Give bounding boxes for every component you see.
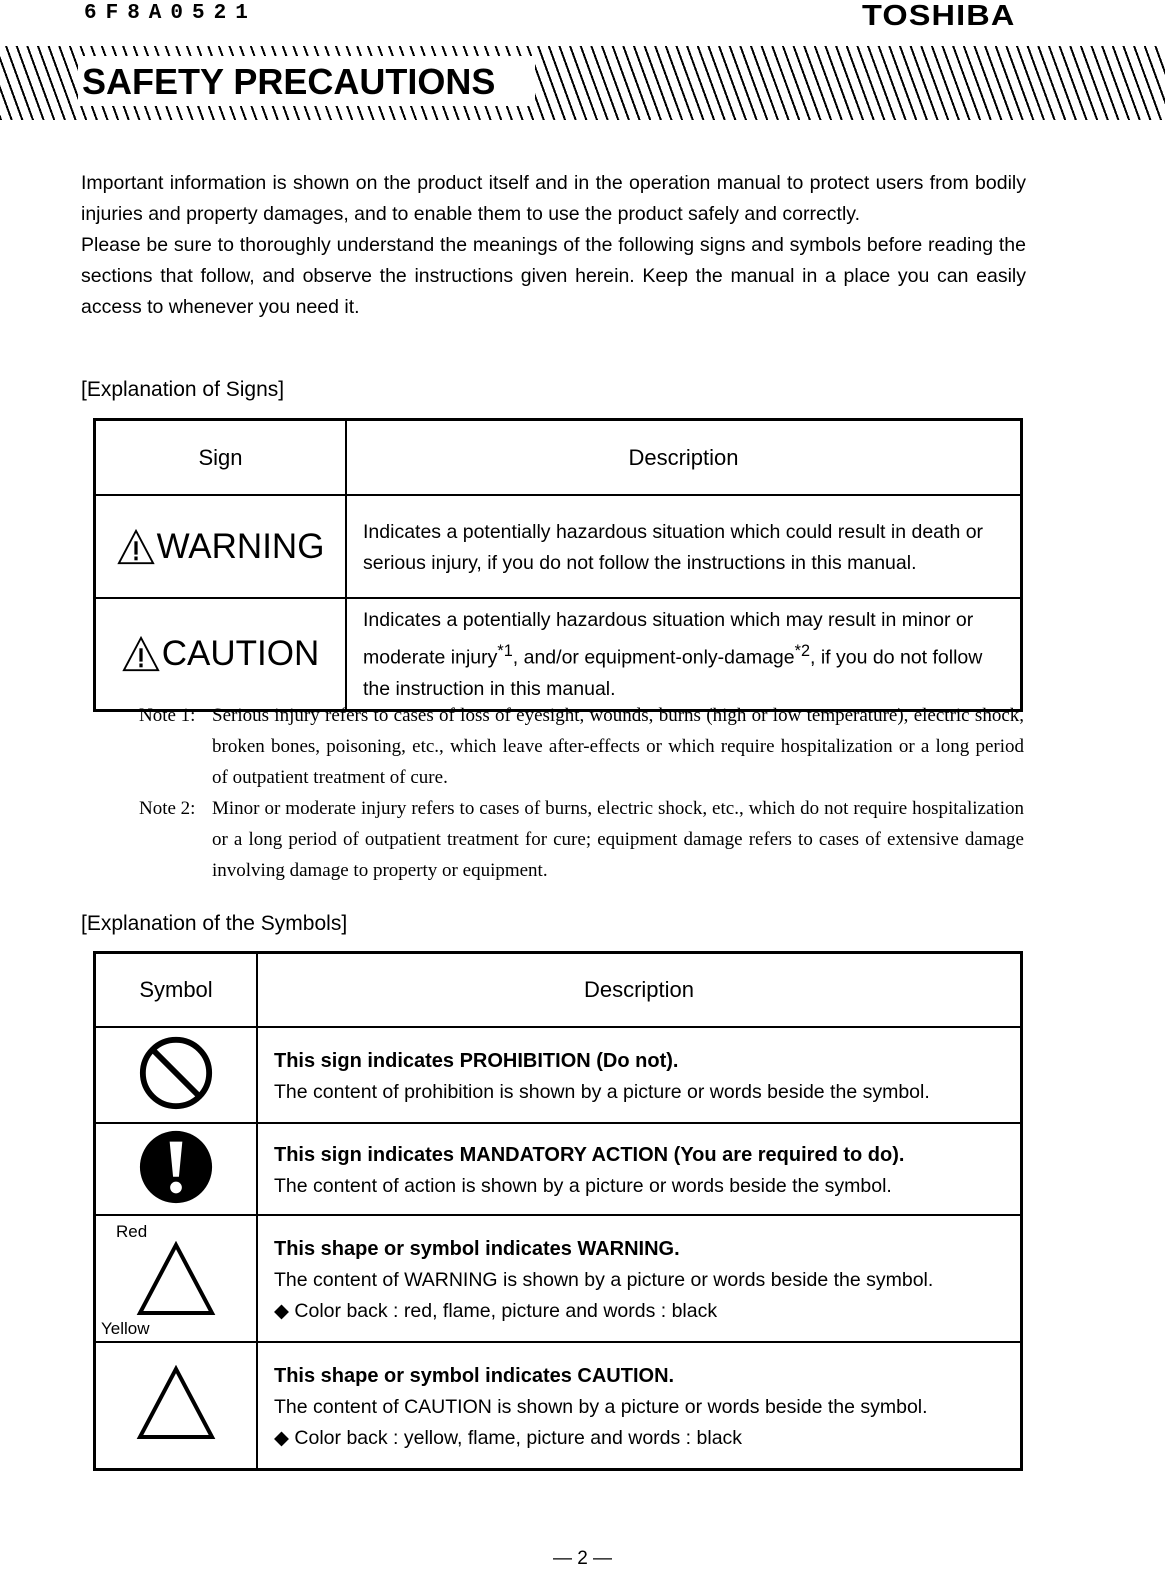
warning-shape-icon bbox=[136, 1241, 216, 1317]
brand-logo: TOSHIBA bbox=[862, 0, 1016, 32]
symbol-cell bbox=[95, 1027, 258, 1123]
symbol-text: The content of WARNING is shown by a picture or words beside the symbol. bbox=[274, 1269, 934, 1291]
note-label: Note 2: bbox=[139, 798, 196, 819]
note-text: Minor or moderate injury refers to cases of burns, electric shock, etc., which do not require hospitalization or a long period of outpatient treatment for cure; equipment damage refers to cases of extensive damage involving damage to property or equipment. bbox=[212, 798, 1024, 881]
warning-triangle-icon bbox=[117, 528, 155, 566]
note-1 bbox=[139, 700, 1024, 793]
diamond-bullet-icon: ◆ bbox=[274, 1300, 289, 1322]
signs-col-sign: Sign bbox=[95, 420, 347, 496]
caution-desc-part-c: , if you do not follow the instruction in this manual. bbox=[363, 646, 983, 700]
note-label: Note 1: bbox=[139, 705, 196, 726]
symbol-title: This sign indicates PROHIBITION (Do not). bbox=[274, 1050, 679, 1072]
symbols-heading: [Explanation of the Symbols] bbox=[81, 912, 348, 935]
signs-header-row bbox=[95, 420, 1022, 496]
footnote-ref-1: *1 bbox=[497, 642, 513, 660]
symbol-cell bbox=[95, 1215, 258, 1342]
symbol-text: The content of prohibition is shown by a picture or words beside the symbol. bbox=[274, 1081, 930, 1103]
mandatory-action-icon bbox=[137, 1128, 215, 1206]
sign-description-caution bbox=[346, 598, 1022, 710]
symbol-color-spec bbox=[274, 1296, 1010, 1327]
symbol-description bbox=[257, 1215, 1022, 1342]
sign-description-warning: Indicates a potentially hazardous situation which could result in death or serious injury, if you do not follow the instructions in this manual. bbox=[346, 495, 1022, 598]
sign-label-warning: WARNING bbox=[156, 526, 325, 566]
sign-row-caution bbox=[95, 598, 1022, 710]
symbol-description bbox=[257, 1123, 1022, 1215]
symbols-col-symbol: Symbol bbox=[95, 953, 258, 1028]
symbol-cell bbox=[95, 1342, 258, 1469]
note-2 bbox=[139, 793, 1024, 886]
symbol-description bbox=[257, 1342, 1022, 1469]
intro-text bbox=[81, 168, 1026, 323]
signs-table bbox=[93, 418, 1023, 712]
symbol-cell bbox=[95, 1123, 258, 1215]
symbols-table bbox=[93, 951, 1023, 1471]
notes bbox=[139, 700, 1024, 886]
intro-paragraph-2: Please be sure to thoroughly understand the meanings of the following signs and symbols before reading the sections that follow, and observe the instructions given herein. Keep the manual in a place you can easily access to whenever you need it. bbox=[81, 234, 1026, 318]
symbol-title: This sign indicates MANDATORY ACTION (You are required to do). bbox=[274, 1144, 905, 1166]
symbol-title: This shape or symbol indicates WARNING. bbox=[274, 1238, 680, 1260]
symbol-color-spec bbox=[274, 1423, 1010, 1454]
sign-label-caution: CAUTION bbox=[161, 633, 320, 673]
color-spec-text: Color back : yellow, flame, picture and words : black bbox=[294, 1426, 743, 1449]
caution-desc-part-b: , and/or equipment-only-damage bbox=[512, 646, 795, 669]
symbol-row-caution bbox=[95, 1342, 1022, 1469]
symbols-col-description: Description bbox=[257, 953, 1022, 1028]
intro-paragraph-1: Important information is shown on the product itself and in the operation manual to protect users from bodily injuries and property damages, and to enable them to use the product safely and correctly. bbox=[81, 172, 1026, 225]
color-spec-text: Color back : red, flame, picture and words : black bbox=[294, 1300, 718, 1322]
symbols-header-row bbox=[95, 953, 1022, 1028]
note-text: Serious injury refers to cases of loss of eyesight, wounds, burns (high or low temperature), electric shock, broken bones, poisoning, etc., which leave after-effects or which require hospitalization or a long period of outpatient treatment of cure. bbox=[212, 705, 1024, 788]
document-id: 6F8A0521 bbox=[84, 2, 257, 25]
sign-cell bbox=[95, 495, 347, 598]
signs-heading: [Explanation of Signs] bbox=[81, 378, 285, 401]
diamond-bullet-icon: ◆ bbox=[274, 1426, 289, 1449]
symbol-row-prohibition bbox=[95, 1027, 1022, 1123]
caution-desc-part-a: Indicates a potentially hazardous situation which may result in minor or moderate injury bbox=[363, 609, 974, 669]
caution-shape-icon bbox=[136, 1365, 216, 1441]
footnote-ref-2: *2 bbox=[794, 642, 810, 660]
symbol-row-warning bbox=[95, 1215, 1022, 1342]
symbol-description bbox=[257, 1027, 1022, 1123]
sign-row-warning bbox=[95, 495, 1022, 598]
signs-col-description: Description bbox=[346, 420, 1022, 496]
symbol-title: This shape or symbol indicates CAUTION. bbox=[274, 1364, 675, 1387]
symbol-text: The content of CAUTION is shown by a picture or words beside the symbol. bbox=[274, 1395, 928, 1418]
sign-cell bbox=[95, 598, 347, 710]
symbol-row-mandatory bbox=[95, 1123, 1022, 1215]
page-number: — 2 — bbox=[552, 1548, 613, 1569]
color-label-red: Red bbox=[116, 1222, 148, 1241]
prohibition-icon bbox=[137, 1034, 215, 1112]
caution-triangle-icon bbox=[122, 635, 160, 673]
symbol-text: The content of action is shown by a picture or words beside the symbol. bbox=[274, 1175, 892, 1197]
page-title: SAFETY PRECAUTIONS bbox=[78, 56, 535, 106]
color-label-yellow: Yellow bbox=[101, 1319, 150, 1338]
